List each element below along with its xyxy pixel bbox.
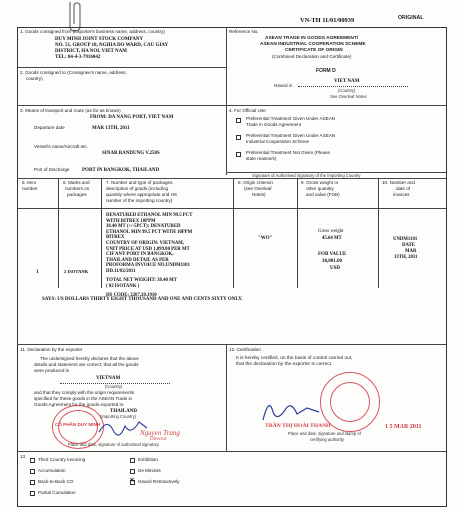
goods-description-line: PROFORMA INVOICE NO.UNDM1101	[106, 263, 190, 269]
declaration-line-4: and that they comply with the origin requirements	[34, 390, 135, 395]
box2-label-2: country)	[26, 76, 43, 81]
declaration-line-3: were produced in	[34, 368, 70, 373]
goods-description-line: THAILAND DETAIL AS PER	[106, 257, 169, 263]
importing-country-caption: (Importing Country)	[100, 414, 137, 419]
col10-header-2: date of	[396, 186, 411, 191]
exporter-line-2: NO. 51, GROUP 18, NGHIA DO WARD, CAU GIAY	[55, 43, 169, 48]
goods-description-line: ETHANOL MIN 99.5 PCT WITH 10PPM	[106, 229, 193, 235]
certifier-caption-2: certifying authority	[310, 437, 344, 442]
cert-title-2: ASEAN INDUSTRIAL COOPERATION SCHEME	[260, 42, 366, 47]
goods-description-line: BITREX	[106, 235, 125, 241]
box2-label-1: 2. Goods consigned to (Consignee's name, address,	[20, 70, 127, 75]
col7-header-4: number of the importing country)	[106, 198, 173, 203]
col10-header-1: 10. Number and	[382, 180, 415, 185]
cert-subtitle: (Combined Declaration and Certificate)	[272, 54, 352, 59]
goods-description-line: DD.11/02/2011	[106, 269, 136, 274]
certifier-signature-icon	[255, 392, 325, 426]
col9-header-1: 9. Gross weight or	[301, 180, 339, 185]
amount-in-words: SAYS: US DOLLARS THIRTY EIGHT THOUSAND AND ONE AND CENTS SIXTY ONLY.	[42, 297, 243, 302]
importing-country: THAILAND	[110, 409, 137, 414]
fob-label: FOB VALUE	[318, 252, 347, 257]
official-opt3-line2: state reason/s)	[246, 156, 277, 161]
certification-line-2: that the declaration by the exporter is correct.	[236, 362, 333, 367]
invoice-date-label: DATE	[402, 243, 415, 248]
box3-label: 3. Means of transport and route (as far as known)	[20, 108, 121, 113]
col5-header-2: number	[22, 186, 38, 191]
see-notes: See Overleaf Notes	[330, 94, 367, 99]
exporter-stamp-text: CỔ PHẦN DUY MINH	[55, 422, 101, 427]
form-d-label: FORM D	[316, 68, 336, 74]
col5-header-1: 5. Item	[22, 180, 37, 185]
official-opt3-checkbox	[236, 152, 241, 157]
issued-retroactively-label: Issued Retroactively	[138, 479, 180, 484]
official-opt2-checkbox	[236, 135, 241, 140]
issued-retroactively-check-icon: ✕	[129, 477, 135, 484]
de-minimis-label: De Minimis	[138, 468, 161, 473]
official-opt1-checkbox	[236, 118, 241, 123]
route-from: FROM: DA NANG PORT, VIET NAM	[90, 115, 174, 120]
reference-label: Reference No.	[229, 29, 259, 34]
importing-signature-caption: Signature of Authorised Signatory of the Importing Country	[252, 172, 361, 178]
producing-country: VIETNAM	[96, 376, 121, 381]
col8-header-3: Notes)	[252, 192, 266, 197]
exporter-line-3: DISTRICT, HA NOI, VIET NAM	[55, 49, 127, 54]
certifying-officer-name: TRẦN THỊ HOÀI THANH	[265, 423, 331, 429]
back-to-back-checkbox	[30, 480, 35, 485]
col8-header-2: (see Overleaf	[244, 186, 272, 191]
discharge-label: Port of Discharge	[34, 167, 70, 172]
goods-description-line: DENATURED ETHANOL MIN 99.5 PCT	[106, 213, 193, 218]
partial-cumulation-label: Partial Cumulation	[38, 490, 76, 495]
exporter-signer-name: Nguyen Trang	[140, 429, 180, 437]
marks-packages: 2 ISOTANK	[64, 269, 89, 274]
declaration-line-6: Goods Agreement for the goods exported to	[34, 402, 124, 407]
de-minimis-checkbox	[130, 469, 135, 474]
cert-title-3: CERTIFICATE OF ORIGIN	[285, 48, 343, 53]
exhibition-checkbox	[130, 458, 135, 463]
goods-description-line: WITH BITREX 10PPM	[106, 218, 156, 224]
goods-description-line: ( 02 ISOTANK )	[106, 283, 140, 289]
discharge-port: PORT IN BANGKOK, THAILAND	[82, 168, 160, 173]
invoice-number: UNDM1101	[393, 237, 418, 242]
fob-currency: USD	[330, 266, 341, 271]
col6-header-3: packages	[67, 192, 87, 197]
col7-header-3: quantity where appropriate and HS	[106, 192, 177, 197]
issued-country: VIET NAM	[334, 79, 360, 84]
official-opt2-line2: Industrial Cooperation Scheme	[246, 139, 310, 144]
issued-in-label: Issued in	[274, 83, 293, 88]
origin-criterion: "WO"	[258, 236, 273, 241]
box1-label: 1. Goods consigned from (Exporter's business name, address, country)	[20, 29, 165, 34]
goods-description-line: COUNTRY OF ORIGIN: VIETNAM,	[106, 241, 185, 246]
box4-label: 4. For Official Use	[229, 108, 266, 113]
box12-label: 12. Certification	[229, 347, 261, 352]
official-opt2-line1: Preferential Treatment Given Under ASEAN	[246, 133, 336, 138]
col7-header-2: description of goods (including	[106, 186, 169, 191]
col9-header-3: and value (FOB)	[306, 192, 340, 197]
col6-header-1: 6. Marks and	[63, 180, 90, 185]
departure-label: Departure date	[34, 125, 65, 130]
gross-weight-value: 45.64 MT	[322, 236, 342, 241]
certificate-ref-number: VN-TH 11/01/00939	[300, 17, 355, 24]
accumulation-checkbox	[30, 469, 35, 474]
col7-header-1: 7. Number and type of packages,	[106, 180, 174, 185]
certifying-stamp-inner-icon	[330, 382, 370, 422]
col8-header-1: 8. Origin criterion	[238, 180, 273, 185]
cert-title-1: ASEAN TRADE IN GOODS AGREEMENT/	[265, 36, 359, 41]
official-opt3-line1: Preferential Treatment Not Given (Please	[246, 150, 331, 155]
exhibition-label: Exhibition	[138, 457, 158, 462]
goods-description-line: 38.40 MT (+/-5PCT): DENATURED	[106, 224, 181, 230]
fob-value: 38,001.60	[322, 259, 342, 264]
issued-country-caption: (Country)	[338, 88, 356, 93]
vessel-name: SINAR BANDUNG V.250S	[102, 151, 160, 156]
goods-description-line: HS CODE: 2207.20.1910	[106, 292, 157, 298]
goods-description-line: CIF ANY PORT IN BANGKOK,	[106, 252, 174, 258]
exporter-place-caption: Place and date, signature of authorised signatory	[68, 442, 160, 447]
col6-header-2: numbers on	[65, 186, 90, 191]
declaration-line-1: The undersigned hereby declares that the above	[40, 356, 139, 361]
official-opt1-line1: Preferential Treatment Given Under ASEAN	[246, 116, 336, 121]
official-opt1-line2: Trade in Goods Agreement	[246, 122, 301, 127]
certification-line-1: It is hereby certified, on the basis of control carried out,	[236, 356, 353, 361]
exporter-signature-icon	[95, 414, 155, 440]
third-country-label: Third Country Invoicing	[38, 457, 86, 462]
declaration-line-5: specified for these goods in the ASEAN Trade in	[34, 396, 133, 401]
back-to-back-label: Back-to-Back CO	[38, 479, 74, 484]
box13-label: 13.	[20, 454, 27, 459]
accumulation-label: Accumulation	[38, 468, 66, 473]
col9-header-2: other quantity	[306, 186, 334, 191]
gross-weight-label: Gross weight	[318, 229, 344, 234]
goods-description-line: UNIT PRICE AT USD 1,099.00 PER MT	[106, 246, 190, 252]
exporter-line-1: DUY MINH JOINT STOCK COMPANY	[55, 37, 144, 42]
box11-label: 11. Declaration by the exporter	[20, 347, 83, 352]
exporter-signer-title: Director	[150, 437, 167, 442]
declaration-line-2: details and statement are correct; that all the goods	[34, 362, 139, 367]
invoice-day-year: 13TH, 2011	[394, 255, 418, 260]
certifier-caption-1: Place and date, signature and stamp of	[288, 431, 361, 436]
invoice-month: MAR	[405, 249, 417, 254]
partial-cumulation-checkbox	[30, 491, 35, 496]
original-label: ORIGINAL	[398, 15, 424, 21]
departure-date: MAR 13TH, 2011	[92, 126, 130, 131]
exporter-line-4: TEL: 84-4-3-7916042	[55, 55, 101, 60]
goods-description-line: TOTAL NET WEIGHT: 38.40 MT	[106, 278, 177, 284]
certification-date: 1 5 MAR 2011	[385, 424, 422, 430]
third-country-checkbox	[30, 458, 35, 463]
item-number: 1	[36, 270, 39, 275]
col10-header-3: invoices	[393, 192, 410, 197]
producing-country-caption: (Country)	[105, 384, 123, 389]
vessel-label: Vessel's name/Aircraft etc.	[34, 144, 88, 149]
